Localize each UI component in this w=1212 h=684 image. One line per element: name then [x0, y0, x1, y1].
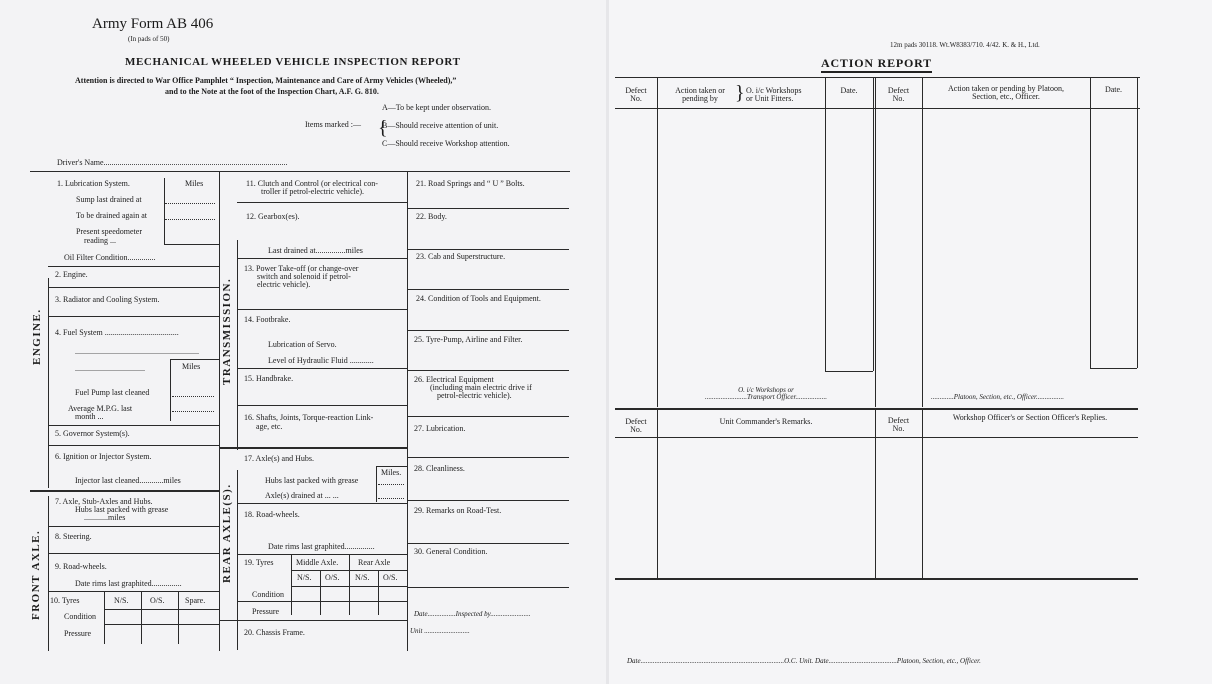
item-10-tyres: 10. Tyres: [50, 596, 80, 605]
workshop-officer-replies-header: Workshop Officer's or Section Officer's Replies.: [952, 413, 1108, 422]
item-20-chassis: 20. Chassis Frame.: [244, 628, 305, 637]
action-report-title: ACTION REPORT: [821, 57, 932, 73]
mark-a: A—To be kept under observation.: [382, 103, 491, 112]
item-8-steering: 8. Steering.: [55, 532, 92, 541]
report-title: MECHANICAL WHEELED VEHICLE INSPECTION REPORT: [125, 56, 461, 68]
upper-header-rule: [615, 108, 1140, 109]
brace-icon: }: [735, 82, 745, 104]
to-be-drained-label: To be drained again at: [76, 211, 147, 220]
mpg-field[interactable]: [172, 411, 214, 412]
miles-box-left: [164, 178, 165, 244]
front-axle-section-rule: [48, 496, 49, 651]
fuel-pump-field[interactable]: [172, 396, 214, 397]
row-rule: [237, 554, 407, 555]
brace-icon: {: [378, 117, 388, 139]
col-rule: [875, 77, 876, 407]
item-9-road-wheels: 9. Road-wheels.: [55, 562, 107, 571]
item-25-tyre-pump: 25. Tyre-Pump, Airline and Filter.: [414, 335, 523, 344]
col-rule: [657, 77, 658, 407]
row-rule: [407, 249, 569, 250]
row-rule: [219, 620, 407, 621]
transmission-section-label: TRANSMISSION.: [221, 277, 233, 385]
speedometer-label: Present speedometer: [76, 227, 142, 236]
col-rule: [875, 408, 876, 580]
miles-box-top: [376, 466, 407, 467]
table-top-rule: [30, 171, 570, 172]
row-rule: [407, 289, 569, 290]
item-13-line-3: electric vehicle).: [257, 280, 311, 289]
items-marked-label: Items marked :—: [305, 120, 361, 129]
column-divider-1: [219, 171, 220, 651]
item-30-general-condition: 30. General Condition.: [414, 547, 488, 556]
attention-line-2: and to the Note at the foot of the Inspection Chart, A.F. G. 810.: [165, 87, 379, 96]
miles-box-left: [170, 359, 171, 421]
axles-drained-label: Axle(s) drained at ... ...: [265, 491, 339, 500]
row-rule: [48, 425, 219, 426]
engine-section-rule: [48, 278, 49, 488]
item-26-line-3: petrol-electric vehicle).: [437, 391, 512, 400]
item-28-cleanliness: 28. Cleanliness.: [414, 464, 465, 473]
row-rule: [48, 266, 219, 267]
item-16-shafts: 16. Shafts, Joints, Torque-reaction Link-: [244, 413, 374, 422]
gearbox-drained-field[interactable]: Last drained at...............miles: [268, 246, 363, 255]
item-21-road-springs: 21. Road Springs and “ U ” Bolts.: [416, 179, 525, 188]
item-6-ignition: 6. Ignition or Injector System.: [55, 452, 152, 461]
rear-ns-header: N/S.: [355, 573, 370, 582]
mark-b: B—Should receive attention of unit.: [382, 121, 499, 130]
tyres-ns-header: N/S.: [114, 596, 129, 605]
axles-drained-field[interactable]: [378, 498, 404, 499]
item-14-footbrake: 14. Footbrake.: [244, 315, 291, 324]
hubs-packed-label: Hubs last packed with grease: [75, 505, 169, 514]
lower-table-top: [615, 408, 1138, 410]
row-rule: [48, 591, 219, 592]
miles-box-left: [376, 466, 377, 502]
middle-os-header: O/S.: [325, 573, 340, 582]
lower-defect-no-header: Defect No.: [625, 417, 647, 435]
middle-ns-header: N/S.: [297, 573, 312, 582]
row-rule: [48, 287, 219, 288]
item-13-line-2: switch and solenoid if petrol-: [257, 272, 351, 281]
platoon-officer-signature[interactable]: .............Platoon, Section, etc., Officer................: [931, 393, 1064, 401]
row-rule: [407, 330, 569, 331]
row-rule: [407, 208, 569, 209]
tyre-col-rule: [349, 554, 350, 615]
item-22-body: 22. Body.: [416, 212, 447, 221]
to-be-drained-field[interactable]: [165, 219, 215, 220]
item-19-tyres: 19. Tyres: [244, 558, 274, 567]
item-5-governor: 5. Governor System(s).: [55, 429, 130, 438]
row-rule: [104, 624, 219, 625]
tyres-condition-label: Condition: [64, 612, 97, 621]
miles-box-bottom: [164, 244, 219, 245]
section-rule: [30, 490, 219, 492]
item-1-lubrication: 1. Lubrication System.: [57, 179, 130, 188]
speedometer-label-2: reading ...: [84, 236, 116, 245]
column-divider-2: [407, 171, 408, 651]
form-number: Army Form AB 406: [92, 16, 214, 32]
row-rule: [407, 457, 569, 458]
section-rule: [219, 447, 407, 449]
mpg-label: Average M.P.G. last: [68, 404, 133, 413]
item-23-cab: 23. Cab and Superstructure.: [416, 252, 506, 261]
row-rule: [48, 316, 219, 317]
tyres-os-header: O/S.: [150, 596, 165, 605]
col-rule: [1137, 77, 1138, 368]
item-2-engine: 2. Engine.: [55, 270, 88, 279]
col-rule: [1090, 77, 1091, 368]
rims-graphited-field-2[interactable]: Date rims last graphited...............: [268, 542, 375, 551]
row-rule: [407, 370, 569, 371]
item-15-handbrake: 15. Handbrake.: [244, 374, 294, 383]
item-7-axle: 7. Axle, Stub-Axles and Hubs.: [55, 497, 153, 506]
item-26-line-2: (including main electric drive if: [430, 383, 532, 392]
row-rule: [237, 309, 407, 310]
tyre-col-rule: [320, 570, 321, 615]
print-info: 12m pads 30118. Wt.W8383/710. 4/42. K. & H., Ltd.: [890, 41, 1040, 49]
middle-axle-header: Middle Axle.: [296, 558, 339, 567]
item-27-lubrication: 27. Lubrication.: [414, 424, 466, 433]
row-rule: [48, 553, 219, 554]
row-rule: [237, 405, 407, 406]
fuel-system-line-3[interactable]: ...................................: [75, 364, 145, 373]
lower-table-bottom: [615, 578, 1138, 580]
col-rule: [873, 77, 874, 371]
row-rule: [407, 416, 569, 417]
drivers-name-field[interactable]: Driver's Name............................................................................................: [57, 158, 288, 167]
upper-table-top: [615, 77, 1140, 78]
row-rule: [237, 202, 407, 203]
col-end-rule: [1090, 368, 1137, 369]
item-11-clutch-2: troller if petrol-electric vehicle).: [261, 187, 365, 196]
oil-filter-field[interactable]: Oil Filter Condition..............: [64, 253, 156, 262]
footer-signature-line[interactable]: Date..................................................................................O.C. Unit. Date.......................................Platoon, Section, etc., Officer.: [627, 657, 981, 665]
col-rule: [657, 408, 658, 580]
fuel-pump-label: Fuel Pump last cleaned: [75, 388, 150, 397]
action-report-page: [609, 0, 1212, 684]
transport-officer-signature[interactable]: O. i/c Workshops or ........................Transport Officer..................: [705, 386, 827, 402]
rear-axle-section-label: REAR AXLE(S).: [221, 483, 233, 583]
col-end-rule: [825, 371, 873, 372]
sump-drained-label: Sump last drained at: [76, 195, 142, 204]
servo-label: Lubrication of Servo.: [268, 340, 337, 349]
item-17-axles-hubs: 17. Axle(s) and Hubs.: [244, 454, 314, 463]
item-29-road-test: 29. Remarks on Road-Test.: [414, 506, 502, 515]
row-rule: [104, 609, 219, 610]
row-rule: [237, 368, 407, 369]
miles-box-top: [170, 359, 219, 360]
fuel-system-line-2[interactable]: ..............................................................: [75, 347, 199, 356]
row-rule: [291, 586, 407, 587]
oic-workshops-header: O. i/c Workshops or Unit Fitters.: [746, 86, 802, 104]
hubs-packed-grease-field[interactable]: [378, 484, 404, 485]
attention-line-1: Attention is directed to War Office Pamphlet “ Inspection, Maintenance and Care of Army Vehicles (Wheeled),”: [75, 76, 457, 85]
tyre-col-rule: [291, 554, 292, 615]
tyre-col-rule: [104, 591, 105, 644]
item-18-road-wheels: 18. Road-wheels.: [244, 510, 300, 519]
action-taken-header: Action taken or pending by: [675, 86, 725, 104]
miles-header-3: Miles.: [381, 468, 402, 477]
col-rule: [825, 77, 826, 371]
front-axle-section-label: FRONT AXLE.: [30, 529, 42, 620]
defect-no-header-2: Defect No.: [887, 86, 910, 104]
col-rule: [922, 77, 923, 407]
tyres-pressure-label: Pressure: [64, 629, 92, 638]
miles-header: Miles: [185, 179, 204, 188]
item-11-clutch: 11. Clutch and Control (or electrical con-: [246, 179, 378, 188]
pad-note: (In pads of 50): [128, 35, 170, 43]
item-13-power-take-off: 13. Power Take-off (or change-over: [244, 264, 359, 273]
tyres-pressure-label-2: Pressure: [252, 607, 280, 616]
hydraulic-field[interactable]: Level of Hydraulic Fluid ............: [268, 356, 374, 365]
item-16-line-2: age, etc.: [256, 422, 283, 431]
row-rule: [237, 258, 407, 259]
rear-os-header: O/S.: [383, 573, 398, 582]
item-3-radiator: 3. Radiator and Cooling System.: [55, 295, 160, 304]
row-rule: [48, 445, 219, 446]
rear-axle-section-rule: [237, 470, 238, 650]
hubs-packed-grease-label: Hubs last packed with grease: [265, 476, 359, 485]
row-rule: [407, 500, 569, 501]
row-rule: [237, 601, 407, 602]
defect-no-header: Defect No.: [625, 86, 647, 104]
rear-axle-header: Rear Axle: [358, 558, 391, 567]
mark-c: C—Should receive Workshop attention.: [382, 139, 510, 148]
injector-cleaned-field[interactable]: Injector last cleaned............miles: [75, 476, 181, 485]
tyres-spare-header: Spare.: [185, 596, 206, 605]
platoon-action-header: Action taken or pending by Platoon, Section, etc., Officer.: [948, 84, 1064, 102]
date-inspected-by-field[interactable]: Date................Inspected by.......................: [414, 610, 531, 618]
item-4-fuel-system[interactable]: 4. Fuel System .....................................: [55, 328, 179, 337]
item-12-gearbox: 12. Gearbox(es).: [246, 212, 300, 221]
lower-header-rule: [615, 437, 1138, 438]
lower-defect-no-header-2: Defect No.: [887, 416, 910, 434]
tyre-col-rule: [141, 591, 142, 644]
hubs-packed-field[interactable]: ............miles: [84, 513, 126, 522]
item-24-tools: 24. Condition of Tools and Equipment.: [416, 294, 541, 303]
row-rule: [407, 587, 569, 588]
date-header: Date.: [840, 86, 858, 95]
rims-graphited-field[interactable]: Date rims last graphited...............: [75, 579, 182, 588]
tyres-condition-label-2: Condition: [252, 590, 285, 599]
row-rule: [237, 503, 407, 504]
unit-commander-remarks-header: Unit Commander's Remarks.: [719, 417, 813, 426]
sump-drained-field[interactable]: [165, 203, 215, 204]
col-rule: [922, 408, 923, 580]
date-header-2: Date.: [1104, 85, 1123, 94]
transmission-section-rule: [237, 240, 238, 450]
unit-field[interactable]: Unit ..........................: [410, 627, 470, 635]
row-rule: [48, 526, 219, 527]
engine-section-label: ENGINE.: [31, 308, 43, 365]
mpg-label-2: month ...: [75, 412, 104, 421]
tyre-col-rule: [378, 570, 379, 615]
item-26-electrical: 26. Electrical Equipment: [414, 375, 494, 384]
miles-header-2: Miles: [182, 362, 201, 371]
tyre-col-rule: [178, 591, 179, 644]
row-rule: [407, 543, 569, 544]
